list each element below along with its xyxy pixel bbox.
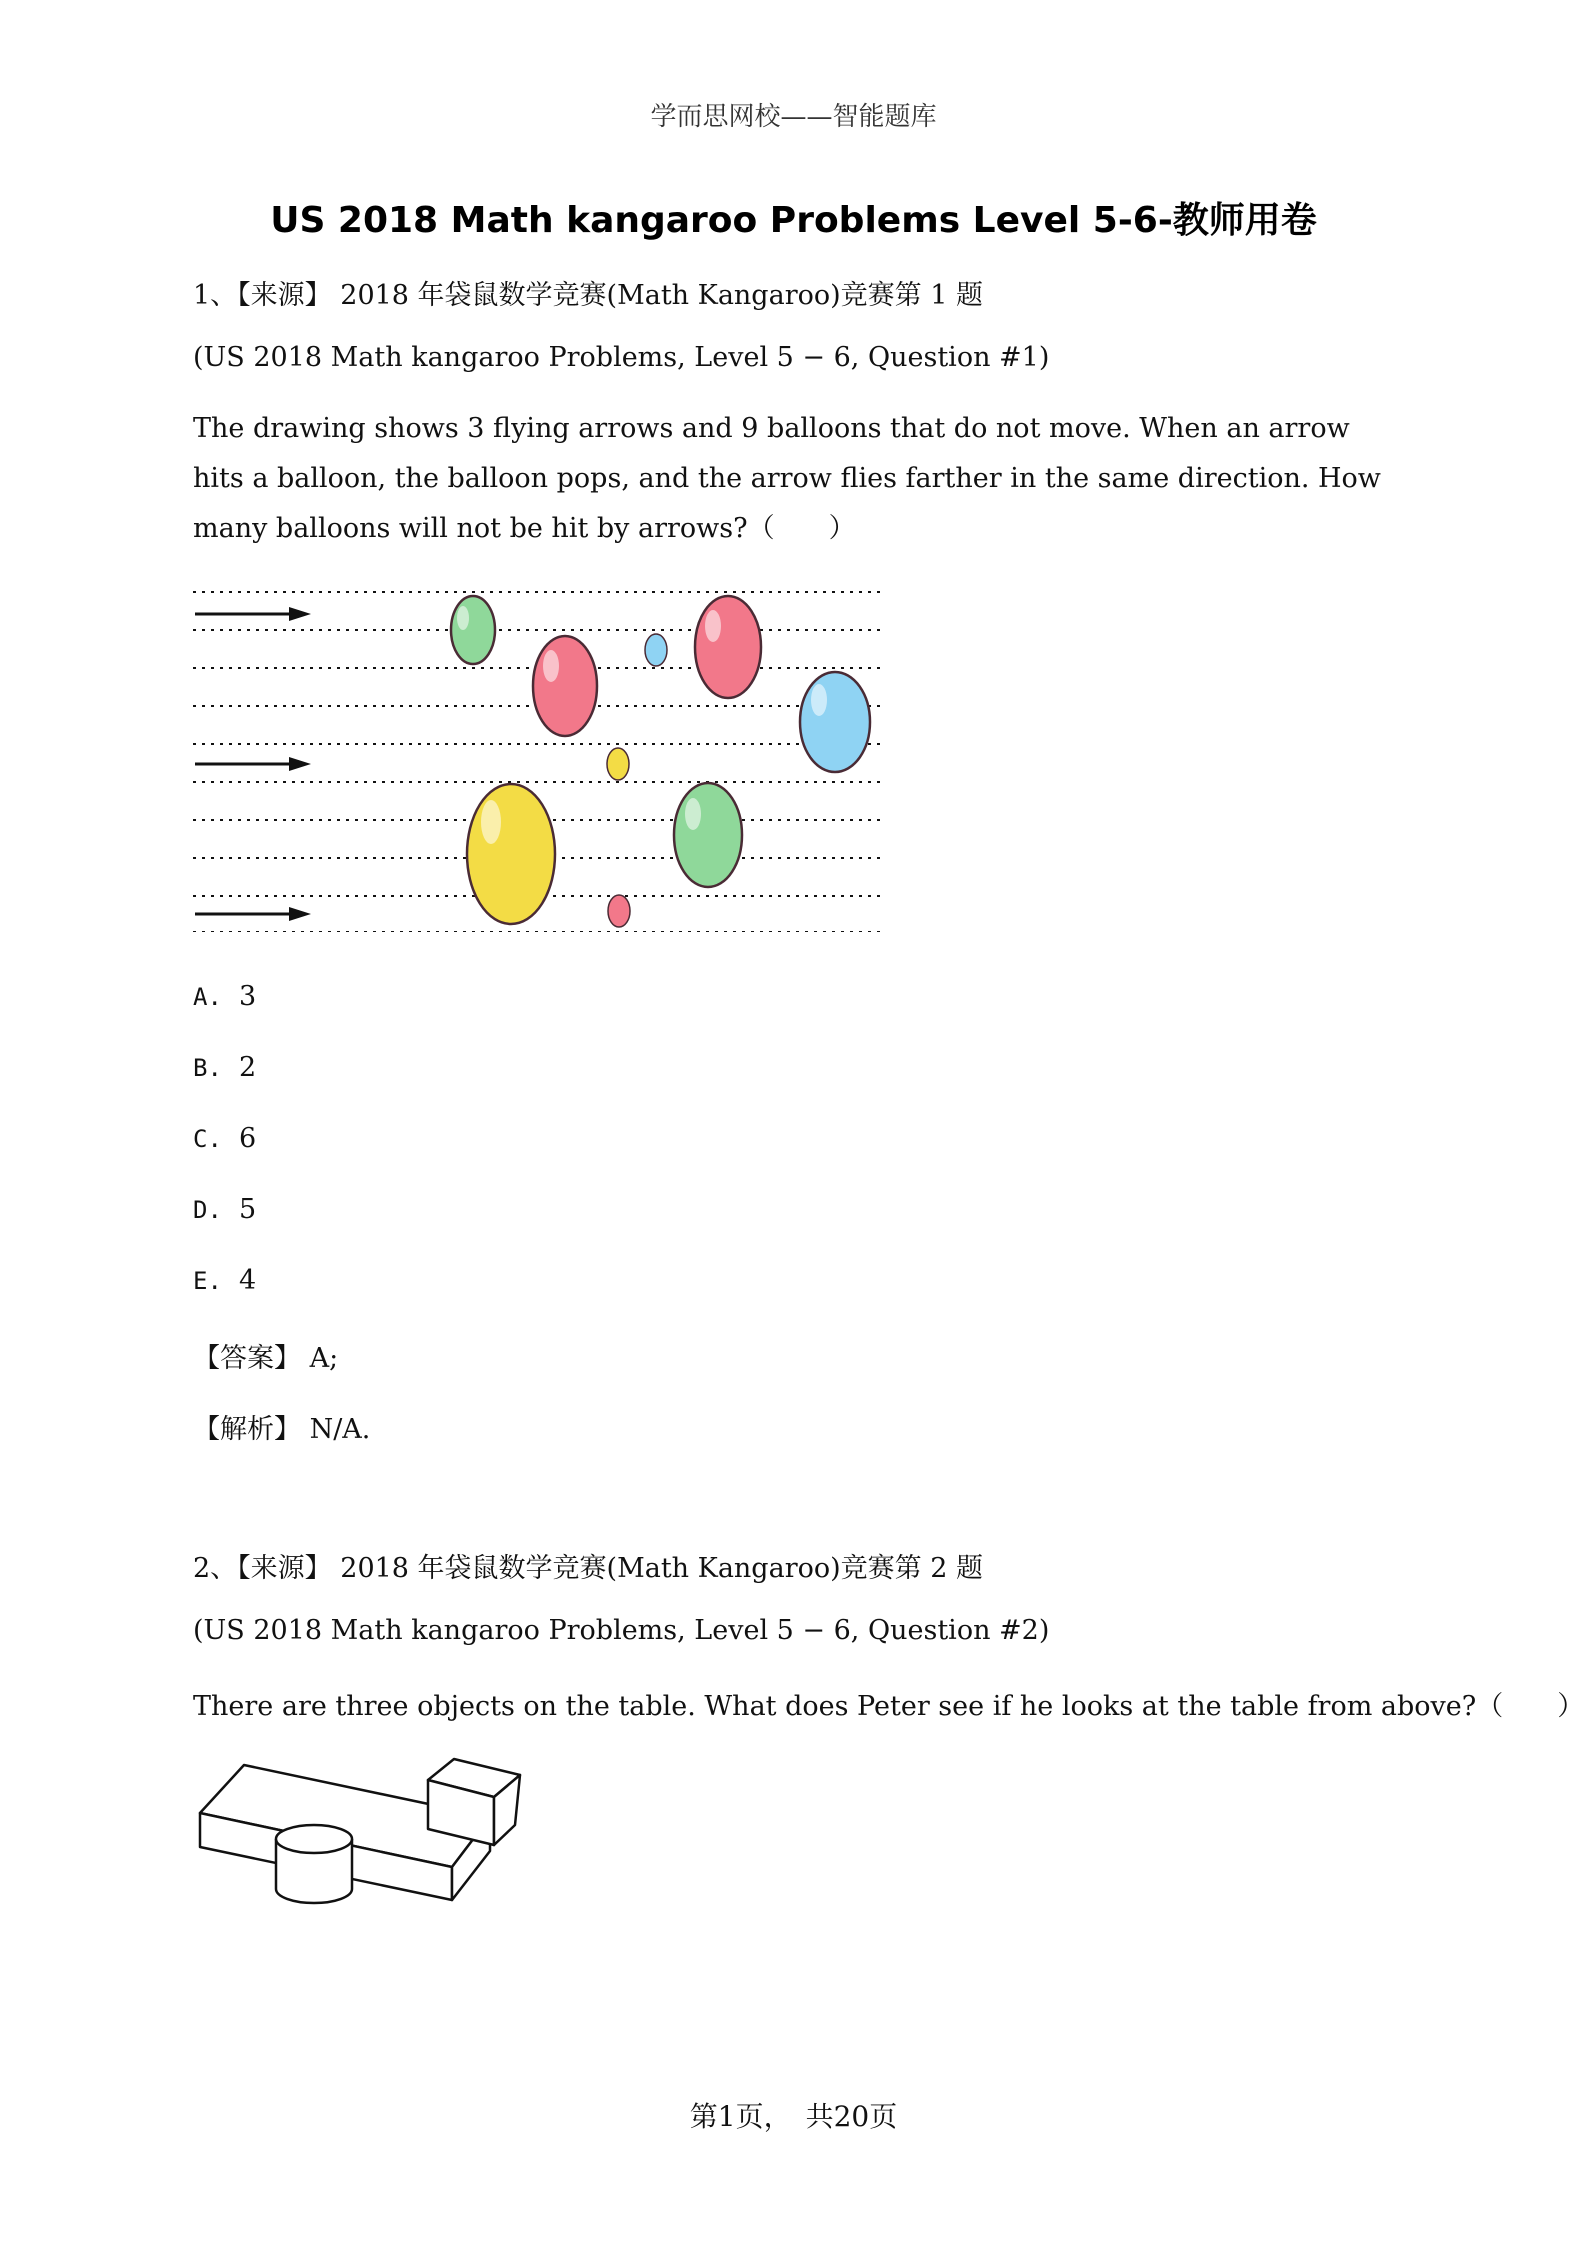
q1-option-e: [193, 1265, 256, 1296]
q1-answer: 【答案】 A;: [193, 1343, 339, 1374]
q2-question-text: There are three objects on the table. What does Peter see if he looks at the table from above?（ ）: [193, 1691, 1585, 1722]
arrows: [195, 607, 311, 921]
option-letter: C.: [193, 1125, 222, 1153]
balloon-yellow-tiny: [607, 748, 629, 780]
q1-source-line: 1、【来源】 2018 年袋鼠数学竞赛(Math Kangaroo)竞赛第 1 题: [193, 280, 983, 311]
q1-option-a: [193, 981, 256, 1012]
q1-analysis: 【解析】 N/A.: [193, 1414, 371, 1445]
q1-balloon-figure: [193, 582, 893, 932]
arrow-icon: [195, 607, 311, 621]
arrow-icon: [195, 907, 311, 921]
small-cube-object: [428, 1759, 520, 1845]
page-header: 学而思网校——智能题库: [650, 102, 937, 132]
q2-table-objects-figure: [190, 1755, 530, 1925]
option-value: 5: [239, 1194, 257, 1225]
page-footer: 第1页， 共20页: [689, 2100, 898, 2133]
balloon-pink-tiny: [608, 895, 630, 927]
option-value: 3: [239, 981, 257, 1012]
option-letter: E.: [193, 1267, 222, 1295]
balloon-green-small: [451, 596, 495, 664]
balloon-green-medium: [674, 783, 742, 887]
balloon-pink-large: [695, 596, 761, 698]
balloon-yellow-large: [467, 784, 555, 924]
option-value: 4: [239, 1265, 257, 1296]
option-value: 6: [239, 1123, 257, 1154]
q1-option-d: [193, 1194, 256, 1225]
option-letter: D.: [193, 1196, 222, 1224]
q1-option-b: [193, 1052, 256, 1083]
balloon-pink-medium: [533, 636, 597, 736]
q2-source-line: 2、【来源】 2018 年袋鼠数学竞赛(Math Kangaroo)竞赛第 2 题: [193, 1553, 983, 1584]
q1-reference-line: (US 2018 Math kangaroo Problems, Level 5 − 6, Question #1): [193, 342, 1050, 373]
option-letter: B.: [193, 1054, 222, 1082]
option-value: 2: [239, 1052, 257, 1083]
q1-option-c: [193, 1123, 256, 1154]
q1-question-text: The drawing shows 3 flying arrows and 9 balloons that do not move. When an arrow hits a balloon, the balloon pops, and the arrow flies farther in the same direction. How many balloons will not be hit by arrows?（ ）: [193, 413, 1381, 544]
option-letter: A.: [193, 983, 222, 1011]
balloon-blue-large: [800, 672, 870, 772]
q2-reference-line: (US 2018 Math kangaroo Problems, Level 5 − 6, Question #2): [193, 1615, 1050, 1646]
document-title: US 2018 Math kangaroo Problems Level 5-6-教师用卷: [270, 200, 1317, 241]
cylinder-object: [276, 1825, 352, 1903]
arrow-icon: [195, 757, 311, 771]
balloon-blue-tiny: [645, 634, 667, 666]
